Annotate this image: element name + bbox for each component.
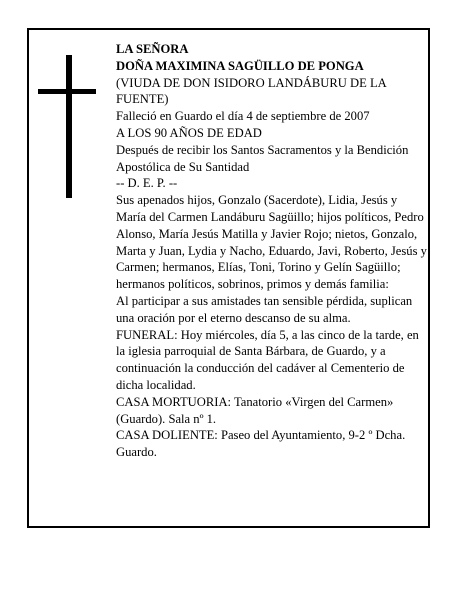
sacraments-statement: Después de recibir los Santos Sacramentos y la Bendición Apostólica de Su Santidad	[116, 142, 409, 174]
funeral-info: FUNERAL: Hoy miércoles, día 5, a las cinco de la tarde, en la iglesia parroquial de Santa Bárbara, de Guardo, y a continuación la conducción del cadáver al Cementerio de dicha localidad.	[116, 327, 419, 392]
notice-title: LA SEÑORA	[116, 42, 189, 56]
widow-of: (VIUDA DE DON ISIDORO LANDÁBURU DE LA FUENTE)	[116, 75, 387, 107]
death-statement: Falleció en Guardo el día 4 de septiembre de 2007	[116, 109, 370, 124]
cross-vertical-bar	[66, 55, 72, 198]
rip-line: -- D. E. P. --	[116, 176, 178, 191]
home-info: CASA DOLIENTE: Paseo del Ayuntamiento, 9-2 º Dcha. Guardo.	[116, 428, 406, 460]
age-statement: A LOS 90 AÑOS DE EDAD	[116, 125, 262, 140]
deceased-name: DOÑA MAXIMINA SAGÜILLO DE PONGA	[116, 58, 364, 73]
mortuary-info: CASA MORTUORIA: Tanatorio «Virgen del Carmen» (Guardo). Sala nº 1.	[116, 394, 394, 426]
prayer-request: Al participar a sus amistades tan sensible pérdida, suplican una oración por el eterno descanso de su alma.	[116, 293, 413, 325]
obituary-text	[116, 41, 428, 461]
obituary-card	[27, 28, 430, 528]
cross-horizontal-bar	[38, 89, 96, 94]
family-list: Sus apenados hijos, Gonzalo (Sacerdote), Lidia, Jesús y María del Carmen Landáburu Sagüillo; hijos políticos, Pedro Alonso, María Jesús Matilla y Javier Rojo; nietos, Gonzalo, Marta y Juan, Lydia y Nacho, Eduardo, Javi, Roberto, Jesús y Carmen; hermanos, Elías, Toni, Torino y Gelín Sagüillo; hermanos políticos, sobrinos, primos y demás familia:	[116, 193, 427, 292]
